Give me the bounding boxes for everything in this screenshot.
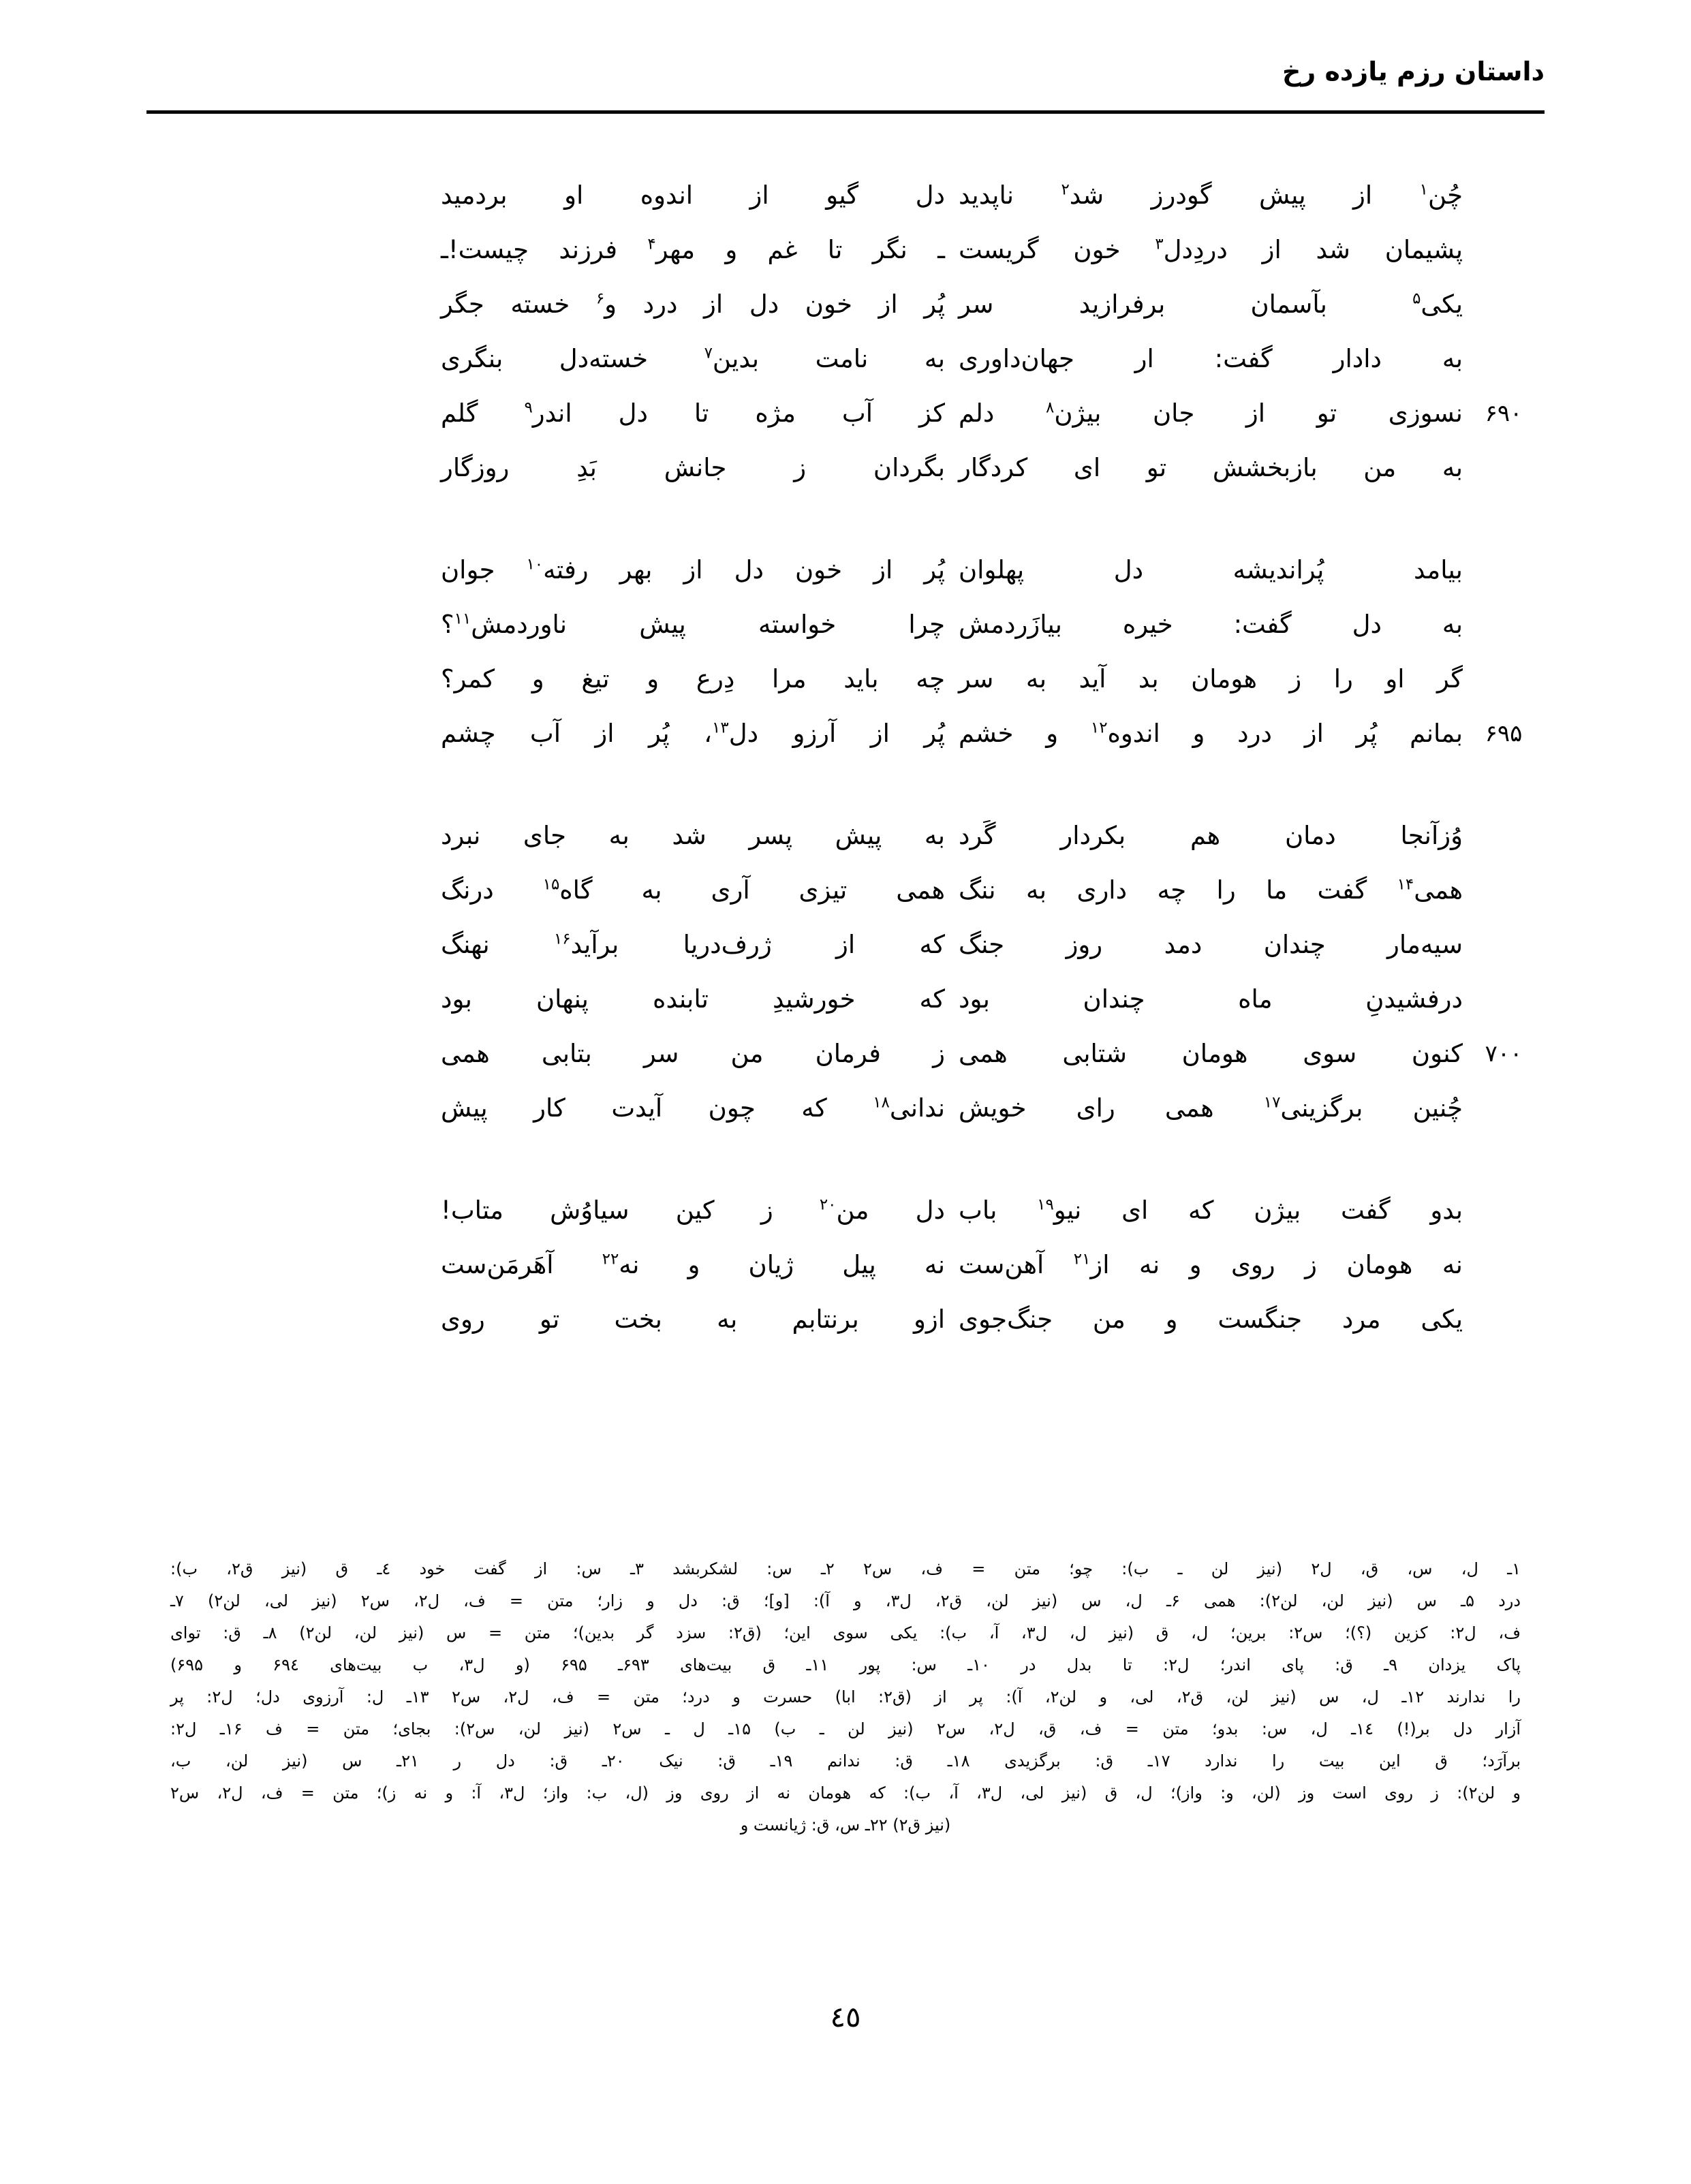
- hemistich-left: ز فرمان من سر بتابی همی: [441, 1039, 945, 1068]
- stanza: [146, 1185, 1545, 1345]
- couplet-line: [146, 811, 1545, 861]
- hemistich-left: ندانی$^{۱۸}$ که چون آیدت کار پیش: [441, 1093, 945, 1123]
- header-rule: [146, 110, 1545, 114]
- footnote-apparatus: [170, 1553, 1521, 1841]
- footnote-line: ۱ـ ل، س، ق، ل۲ (نیز لن ـ ب): چو؛ متن = ف، س۲ ۲ـ س: لشکر‌بشد ۳ـ س: از گفت خود ٤ـ ق (نیز ق۲، ب):: [170, 1559, 1521, 1578]
- hemistich-right: پشیمان شد از دردِدل$^۳$ خون گریست: [959, 235, 1463, 264]
- stanza: [146, 170, 1545, 493]
- hemistich-right: بیامد پُراندیشه دل پهلوان: [959, 555, 1463, 584]
- footnote-line: آزار دل بر(!) ۱٤ـ ل، س: بدو؛ متن = ف، ق، ل۲، س۲ (نیز لن ـ ب) ۱۵ـ ل ـ س۲ (نیز لن، س۲): بجای؛ متن = ف ۱۶ـ ل۲:: [170, 1719, 1521, 1738]
- footnote-line: را ندارند ۱۲ـ ل، س (نیز لن، ق۲، لی، و لن۲، آ): پر از (ق۲: ابا) حسرت و درد؛ متن = ف، ل۲، س۲ ۱۳ـ ل: آرزوی دل؛ ل۲: پر: [170, 1687, 1521, 1706]
- couplet-line: [146, 1029, 1545, 1079]
- hemistich-right: به دادار گفت: ار جهان‌داوری: [959, 344, 1463, 373]
- verse-number: ۷۰۰: [1485, 1040, 1523, 1067]
- hemistich-right: به من بازبخشش تو ای کردگار: [959, 453, 1463, 482]
- footnote-line: برآرَد؛ ق این بیت را ندارد ۱۷ـ ق: برگزیدی ۱۸ـ ق: ندانم ۱۹ـ ق: نیک ۲۰ـ ق: دل ر ۲۱ـ س (نیز لن، ب،: [170, 1751, 1521, 1770]
- hemistich-right: وُزآنجا دمان هم بکردار گَرد: [959, 821, 1463, 850]
- hemistich-right: بمانم پُر از درد و اندوه$^{۱۲}$ و خشم: [959, 719, 1463, 748]
- couplet-line: [146, 170, 1545, 221]
- hemistich-right: چُن$^۱$ از پیش گودرز شد$^۲$ ناپدید: [959, 181, 1463, 210]
- couplet-line: [146, 545, 1545, 595]
- hemistich-right: چُنین برگزینی$^{۱۷}$ همی رای خویش: [959, 1093, 1463, 1123]
- couplet-line: [146, 1185, 1545, 1236]
- hemistich-left: همی تیزی آری به گاه$^{۱۵}$ درنگ: [441, 875, 945, 905]
- couplet-line: [146, 279, 1545, 330]
- hemistich-left: که خورشیدِ تابنده پنهان بود: [441, 984, 945, 1014]
- hemistich-left: که از ژرف‌دریا برآید$^{۱۶}$ نهنگ: [441, 930, 945, 959]
- hemistich-left: چه باید مرا دِرع و تیغ و کمر؟: [441, 664, 945, 693]
- hemistich-left: ازو برنتابم به بخت تو روی: [441, 1305, 945, 1334]
- hemistich-right: به دل گفت: خیره بیازَردمش: [959, 610, 1463, 639]
- couplet-line: [146, 708, 1545, 759]
- footnote-line: ف، ل۲: کزین (؟)؛ س۲: برین؛ ل، ق (نیز ل، ل۳، آ، ب): یکی سوی این؛ (ق۲: سزد گر بدین)؛ متن = س (نیز لن، لن۲) ۸ـ ق: توای: [170, 1623, 1521, 1642]
- verse-number: ۶۹۵: [1485, 720, 1523, 747]
- stanza: [146, 811, 1545, 1134]
- footnote-line: و لن۲): ز روی است وز (لن، و: واز)؛ ل، ق (نیز لی، ل۳، آ، ب): که هومان نه از روی وز (ل، ب: واز؛ ل۳، آ: و نه ز)؛ متن = ف، ل۲، س۲: [170, 1783, 1521, 1803]
- hemistich-left: نه پیل ژیان و نه$^{۲۲}$ آهَرمَن‌ست: [441, 1250, 945, 1279]
- hemistich-right: درفشیدنِ ماه چندان بود: [959, 984, 1463, 1014]
- couplet-line: [146, 1083, 1545, 1134]
- couplet-line: [146, 225, 1545, 275]
- hemistich-right: همی$^{۱۴}$ گفت ما را چه داری به ننگ: [959, 875, 1463, 905]
- verse-number: ۶۹۰: [1485, 400, 1523, 427]
- hemistich-left: پُر از خون دل از بهر رفته$^{۱۰}$ جوان: [441, 555, 945, 584]
- hemistich-right: بدو گفت بیژن که ای نیو$^{۱۹}$ باب: [959, 1196, 1463, 1225]
- hemistich-right: یکی$^۵$ بآسمان برفرازید سر: [959, 290, 1463, 319]
- footnote-line: (نیز ق۲) ۲۲ـ س، ق: ژیانست و: [740, 1815, 951, 1835]
- footnote-line: پاک یزدان ۹ـ ق: پای اندر؛ ل۲: تا بدل در ۱۰ـ س: پور ۱۱ـ ق بیت‌های ۶۹۳ـ ۶۹۵ (و ل۳، ب بیت‌های ۶۹٤ و ۶۹۵): [170, 1655, 1521, 1674]
- hemistich-right: نه هومان ز روی و نه از$^{۲۱}$ آهن‌ست: [959, 1250, 1463, 1279]
- couplet-line: [146, 443, 1545, 493]
- hemistich-left: پُر از آرزو دل$^{۱۳}$، پُر از آب چشم: [441, 719, 946, 748]
- couplet-line: [146, 599, 1545, 650]
- hemistich-right: کنون سوی هومان شتابی همی: [959, 1039, 1463, 1068]
- hemistich-left: پُر از خون دل از درد و$^۶$ خسته جگر: [441, 290, 946, 319]
- couplet-line: [146, 920, 1545, 970]
- couplet-line: [146, 974, 1545, 1025]
- verse-area: [146, 170, 1545, 1397]
- running-head: داستان رزم یازده رخ: [1282, 57, 1545, 87]
- hemistich-left: به نامت بدین$^۷$ خسته‌دل بنگری: [441, 344, 945, 373]
- hemistich-right: نسوزی تو از جان بیژن$^۸$ دلم: [959, 399, 1463, 428]
- hemistich-right: یکی مرد جنگست و من جنگ‌جوی: [959, 1305, 1463, 1334]
- folio-number: ٤٥: [830, 2000, 861, 2033]
- couplet-line: [146, 654, 1545, 704]
- hemistich-left: دل گیو از اندوه او بردمید: [441, 181, 945, 210]
- hemistich-right: سیه‌مار چندان دمد روز جنگ: [959, 930, 1463, 959]
- footnote-line: درد ۵ـ س (نیز لن، لن۲): همی ۶ـ ل، س (نیز لن، ق۲، ل۳، و آ): [و]؛ ق: دل و زار؛ متن = ف، ل۲، س۲ (نیز لی، لن۲) ۷ـ: [170, 1591, 1521, 1610]
- hemistich-left: بگردان ز جانش بَدِ روزگار: [441, 453, 945, 482]
- hemistich-left: چرا خواسته پیش ناوردمش$^{۱۱}$؟: [441, 610, 945, 639]
- page-header: [146, 59, 1545, 134]
- couplet-line: [146, 1294, 1545, 1345]
- hemistich-left: ـ نگر تا غم و مهر$^۴$ فرزند چیست!ـ: [441, 235, 946, 264]
- hemistich-left: کز آب مژه تا دل اندر$^۹$ گلم: [441, 399, 946, 428]
- hemistich-right: گر او را ز هومان بد آید به سر: [959, 664, 1463, 693]
- hemistich-left: به پیش پسر شد به جای نبرد: [441, 821, 945, 850]
- stanza: [146, 545, 1545, 759]
- couplet-line: [146, 865, 1545, 916]
- couplet-line: [146, 334, 1545, 384]
- couplet-line: [146, 388, 1545, 439]
- hemistich-left: دل من$^{۲۰}$ ز کین سیاوُش متاب!: [441, 1196, 945, 1225]
- couplet-line: [146, 1240, 1545, 1290]
